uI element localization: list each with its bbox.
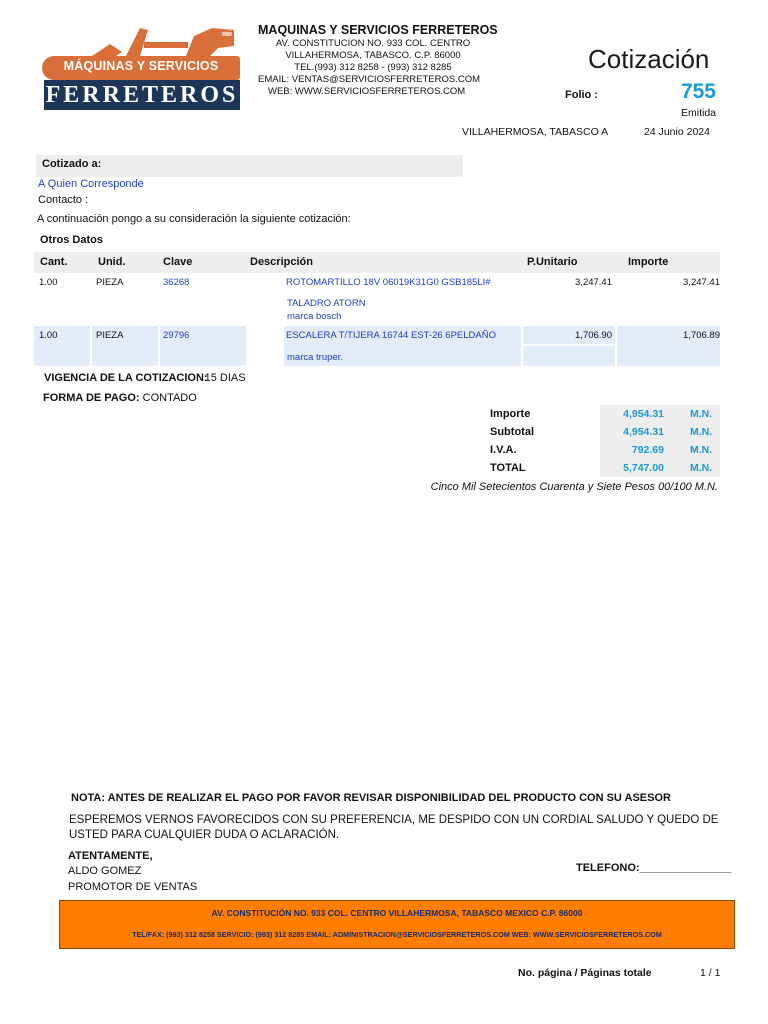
validity-value: 15 DIAS <box>204 372 246 384</box>
payment-value: CONTADO <box>142 392 197 404</box>
signer-name: ALDO GOMEZ <box>68 865 142 877</box>
totals-table <box>486 405 720 479</box>
totals-label: I.V.A. <box>490 444 517 456</box>
issue-place: VILLAHERMOSA, TABASCO A <box>462 126 609 138</box>
totals-label: Importe <box>490 408 531 420</box>
col-punitario: P.Unitario <box>527 256 578 268</box>
table-row <box>34 273 720 326</box>
row-importe: 3,247.41 <box>683 277 720 288</box>
row-detalle: TALADRO ATORN <box>287 298 366 309</box>
banner-contacts: TEL/FAX: (993) 312 8258 SERVICIO: (993) 312 8285 EMAIL: ADMINISTRACION@SERVICIOSFERRETEROS.COM WEB: WWW.SERVICIOSFERRETEROS.COM <box>132 930 662 939</box>
totals-row-total <box>486 459 720 477</box>
totals-currency: M.N. <box>690 444 713 456</box>
company-web: WEB: WWW.SERVICIOSFERRETEROS.COM <box>268 86 466 97</box>
table-row <box>34 326 720 366</box>
page-count-label: No. página / Páginas totale <box>518 967 652 979</box>
folio-number: 755 <box>680 80 716 103</box>
row-marca: marca truper. <box>287 352 343 363</box>
intro-text: A continuación pongo a su consideración la siguiente cotización: <box>37 213 351 225</box>
logo-bottom-box <box>44 80 240 110</box>
row-importe: 1,706.89 <box>683 330 720 341</box>
row-cant: 1.00 <box>39 277 58 288</box>
col-clave: Clave <box>163 256 193 268</box>
totals-row-importe <box>486 405 720 423</box>
company-email: EMAIL: VENTAS@SERVICIOSFERRETEROS.COM <box>258 74 481 85</box>
validity-term <box>44 372 246 384</box>
row-punitario: 1,706.90 <box>575 330 612 341</box>
company-address: AV. CONSTITUCION NO. 933 COL. CENTRO <box>275 38 471 49</box>
totals-value: 5,747.00 <box>623 462 664 474</box>
farewell-text: ESPEREMOS VERNOS FAVORECIDOS CON SU PREFERENCIA, ME DESPIDO CON UN CORDIAL SALUDO Y QUEDO DE USTED PARA CUALQUIER DUDA O ACLARACIÓN. <box>69 814 719 841</box>
signer-role: PROMOTOR DE VENTAS <box>68 881 198 893</box>
row-cant: 1.00 <box>39 330 58 341</box>
totals-label: TOTAL <box>490 462 526 474</box>
total-in-words: Cinco Mil Setecientos Cuarenta y Siete Pesos 00/100 M.N. <box>430 481 718 493</box>
totals-row-subtotal <box>486 423 720 441</box>
totals-currency: M.N. <box>690 462 713 474</box>
row-descripcion: ROTOMARTILLO 18V 06019K31G0 GSB185LI# <box>286 277 491 288</box>
totals-value: 4,954.31 <box>623 426 664 438</box>
client-contact: Contacto : <box>38 194 89 206</box>
totals-row-iva <box>486 441 720 459</box>
row-clave: 29796 <box>163 330 190 341</box>
folio-label: Folio : <box>565 89 598 101</box>
col-cant: Cant. <box>40 256 68 268</box>
company-name: MAQUINAS Y SERVICIOS FERRETEROS <box>258 23 498 37</box>
company-city: VILLAHERMOSA, TABASCO. C.P. 86000 <box>285 50 461 61</box>
row-cell-bg <box>523 346 615 366</box>
payment-label: FORMA DE PAGO: <box>43 392 140 404</box>
row-punitario: 3,247.41 <box>575 277 612 288</box>
client-header: Cotizado a: <box>36 155 463 177</box>
issue-date: 24 Junio 2024 <box>644 126 710 138</box>
col-descripcion: Descripción <box>250 256 313 268</box>
logo-bottom-text: FERRETEROS <box>45 81 239 108</box>
totals-label: Subtotal <box>490 426 534 438</box>
banner-address: AV. CONSTITUCIÓN NO. 933 COL. CENTRO VILLAHERMOSA, TABASCO MEXICO C.P. 86000 <box>211 908 583 918</box>
row-unid: PIEZA <box>96 277 124 288</box>
telephone-field: TELEFONO:_______________ <box>576 862 732 874</box>
col-unid: Unid. <box>98 256 126 268</box>
company-logo <box>42 22 240 112</box>
table-header <box>34 252 720 273</box>
closing-salutation: ATENTAMENTE, <box>68 850 153 862</box>
document-status: Emitida <box>680 107 716 119</box>
payment-note: NOTA: ANTES DE REALIZAR EL PAGO POR FAVOR REVISAR DISPONIBILIDAD DEL PRODUCTO CON SU ASESOR <box>71 792 671 804</box>
page-count-value: 1 / 1 <box>700 967 721 979</box>
row-unid: PIEZA <box>96 330 124 341</box>
validity-label: VIGENCIA DE LA COTIZACION: <box>44 372 208 384</box>
other-data-heading: Otros Datos <box>40 234 103 246</box>
col-importe: Importe <box>628 256 669 268</box>
totals-value: 792.69 <box>631 444 664 456</box>
totals-currency: M.N. <box>690 408 713 420</box>
company-phone: TEL.(993) 312 8258 - (993) 312 8285 <box>294 62 452 73</box>
logo-top-text: MÁQUINAS Y SERVICIOS <box>63 59 219 73</box>
totals-currency: M.N. <box>690 426 713 438</box>
totals-value: 4,954.31 <box>623 408 664 420</box>
footer-banner <box>59 900 735 949</box>
row-clave: 36268 <box>163 277 190 288</box>
document-title: Cotización <box>588 44 710 74</box>
payment-term <box>43 392 197 404</box>
client-name: A Quien Corresponde <box>38 178 144 190</box>
row-descripcion: ESCALERA T/TIJERA 16744 EST-26 6PELDAÑO <box>286 330 496 341</box>
row-marca: marca bosch <box>287 311 342 322</box>
